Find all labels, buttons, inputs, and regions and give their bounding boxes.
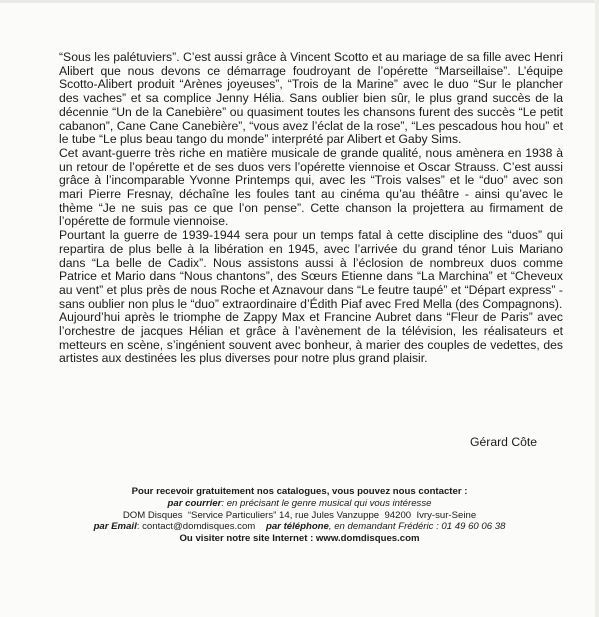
email-label: par Email — [93, 521, 137, 533]
page-edge-right — [595, 0, 599, 617]
phone-label: par téléphone — [265, 521, 329, 533]
mail-label: par courrier — [167, 497, 222, 509]
mail-text: : en précisant le genre musical qui vous intéresse — [221, 497, 432, 509]
author-signature: Gérard Côte — [470, 435, 538, 449]
email-text[interactable]: : contact@domdisques.com — [136, 521, 256, 533]
paragraph-4: Aujourd’hui après le triomphe de Zappy Max et Francine Aubret dans “Fleur de Paris” avec l’orchestre de jacques Hélian et grâce à l’avènement de la télévision, les réalisateurs et metteurs en scène, s’ingénient souvent avec bonheur, à marier des couples de vedettes, des artistes aux destinées les plus diverses pour notre plus grand plaisir. — [59, 310, 563, 366]
contact-email-phone-line — [40, 521, 559, 533]
paragraph-3: Pourtant la guerre de 1939-1944 sera pour un temps fatal à cette discipline des “duos” qui repartira de plus belle à la libération en 1945, avec l’arrivée du grand ténor Luis Mariano dans “La belle de Cadix”. Nous assistons aussi à l’éclosion de nombreux duos comme Patrice et Mario dans “Nous chantons”, des Sœurs Etienne dans “La Marchina” et “Cheveux au vent” et plus près de nous Roche et Aznavour dans “Le feutre taupé” et “Départ express” - sans oublier non plus le “duo” extraordinaire d’Édith Piaf avec Fred Mella (des Compagnons). — [59, 228, 563, 311]
page-edge-top — [0, 0, 599, 3]
contact-address: DOM Disques “Service Particuliers” 14, rue Jules Vanzuppe 94200 Ivry-sur-Seine — [122, 509, 477, 521]
website-line[interactable]: Ou visiter notre site Internet : www.domdisques.com — [179, 533, 420, 545]
paragraph-2: Cet avant-guerre très riche en matière musicale de grande qualité, nous amènera en 1938 à un retour de l’opérette et de ses duos vers l’opérette viennoise et Oscar Strauss. C’est aussi grâce à l’incomparable Yvonne Printemps qui, avec les “Trois valses” et le “duo” avec son mari Pierre Fresnay, déchaîne les foules tant au cinéma qu’au théâtre - ainsi qu’avec le thème “Je ne suis pas ce que l’on pense”. Cette chanson la projettera au firmament de l’opérette de formule viennoise. — [59, 145, 563, 229]
contact-block — [40, 486, 559, 545]
contact-mail-line — [40, 498, 559, 510]
article-body — [59, 51, 563, 366]
paragraph-1: “Sous les palétuviers”. C’est aussi grâce à Vincent Scotto et au mariage de sa fille avec Henri Alibert que nous devons ce démarrage foudroyant de l’opérette “Marseillaise”. L’équipe Scotto-Alibert produit “Arènes joyeuses”, “Trois de la Marine” avec le duo “Sur le plancher des vaches” et sa complice Jenny Hélia. Sans oublier bien sûr, le plus grand succès de la décennie “Un de la Canebière” ou quasiment toutes les chansons furent des succès “Le petit cabanon”, Cane Cane Canebière”, “vous avez l’éclat de la rose”, “Les pescadous hou hou” et le tube “Le plus beau tango du monde” interprété par Alibert et Gaby Sims. — [59, 50, 563, 147]
contact-intro: Pour recevoir gratuitement nos catalogues, vous pouvez nous contacter : — [131, 486, 468, 497]
phone-text: , en demandant Frédéric : 01 49 60 06 38 — [328, 521, 506, 533]
